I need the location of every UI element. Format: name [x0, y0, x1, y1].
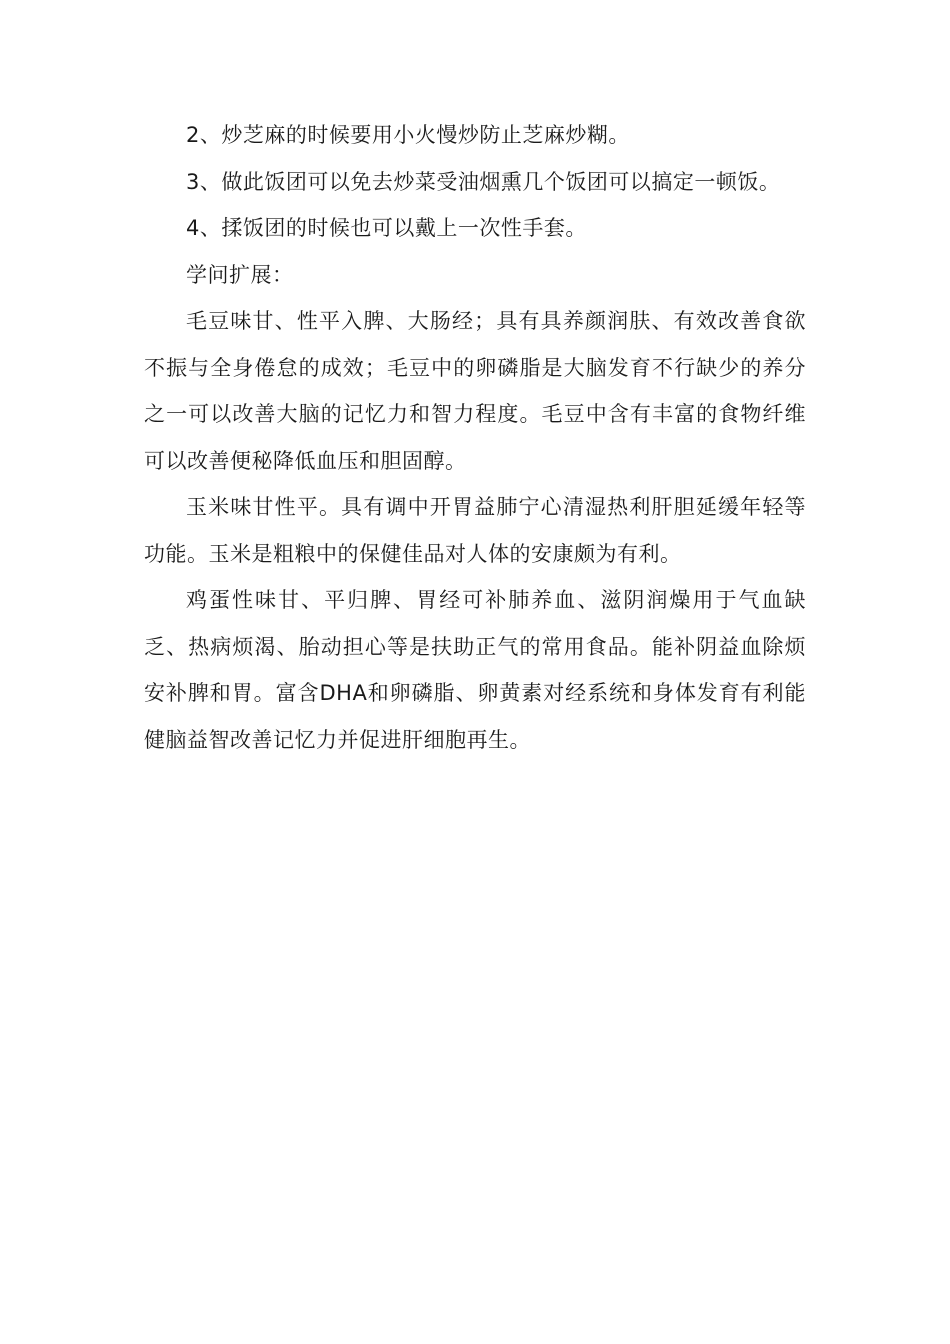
- section-heading-knowledge: 学问扩展：: [186, 262, 294, 287]
- paragraph-corn: 玉米味甘性平。具有调中开胃益肺宁心清湿热利肝胆延缓年轻等功能。玉米是粗粮中的保健佳品对人体的安康颇为有利。: [144, 495, 806, 566]
- paragraph-egg: 鸡蛋性味甘、平归脾、胃经可补肺养血、滋阴润燥用于气血缺乏、热病烦渴、胎动担心等是扶助正气的常用食品。能补阴益血除烦安补脾和胃。富含DHA和卵磷脂、卵黄素对经系统和身体发育有利能健脑益智改善记忆力并促进肝细胞再生。: [144, 588, 806, 752]
- tip-paragraph-2: 2、炒芝麻的时候要用小火慢炒防止芝麻炒糊。: [186, 123, 630, 147]
- tip-paragraph-4: 4、揉饭团的时候也可以戴上一次性手套。: [186, 216, 587, 240]
- document-body: [144, 112, 806, 763]
- tip-paragraph-3: 3、做此饭团可以免去炒菜受油烟熏几个饭团可以搞定一顿饭。: [186, 169, 781, 194]
- paragraph-edamame: 毛豆味甘、性平入脾、大肠经；具有具养颜润肤、有效改善食欲不振与全身倦怠的成效；毛豆中的卵磷脂是大脑发育不行缺少的养分之一可以改善大脑的记忆力和智力程度。毛豆中含有丰富的食物纤维可以改善便秘降低血压和胆固醇。: [144, 309, 806, 473]
